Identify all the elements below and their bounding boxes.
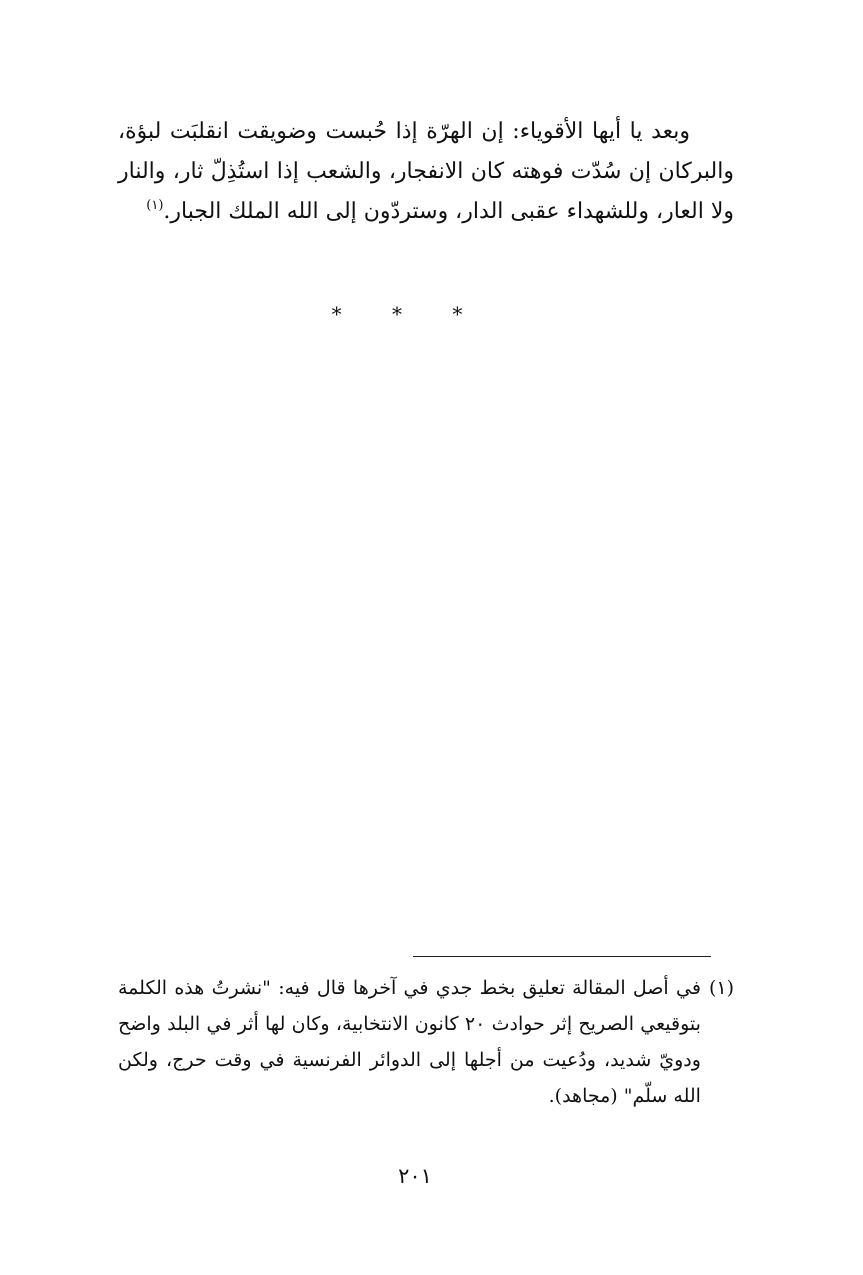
footnotes-block	[118, 970, 734, 1114]
footnote-text: في أصل المقالة تعليق بخط جدي في آخرها قال فيه: "نشرتُ هذه الكلمة بتوقيعي الصريح إثر حوادث ٢٠ كانون الانتخابية، وكان لها أثر في البلد واضح ودويّ شديد، ودُعيت من أجلها إلى الدوائر الفرنسية في وقت حرج، ولكن الله سلّم" (مجاهد).	[118, 977, 701, 1107]
footnote-marker: (١)	[708, 977, 734, 999]
body-paragraph	[118, 112, 734, 232]
footnote-1	[118, 970, 734, 1114]
body-paragraph-text: وبعد يا أيها الأقوياء: إن الهرّة إذا حُبست وضويقت انقلبَت لبؤة، والبركان إن سُدّت فوهته كان الانفجار، والشعب إذا استُذِلّ ثار، والنار ولا العار، وللشهداء عقبى الدار، وستردّون إلى الله الملك الجبار.	[118, 119, 734, 224]
footnote-reference-1[interactable]: (١)	[146, 198, 164, 213]
footnote-divider	[413, 956, 711, 957]
main-text-block	[118, 112, 734, 232]
section-separator: * * *	[331, 302, 485, 326]
page-number: ٢٠١	[398, 1164, 432, 1188]
